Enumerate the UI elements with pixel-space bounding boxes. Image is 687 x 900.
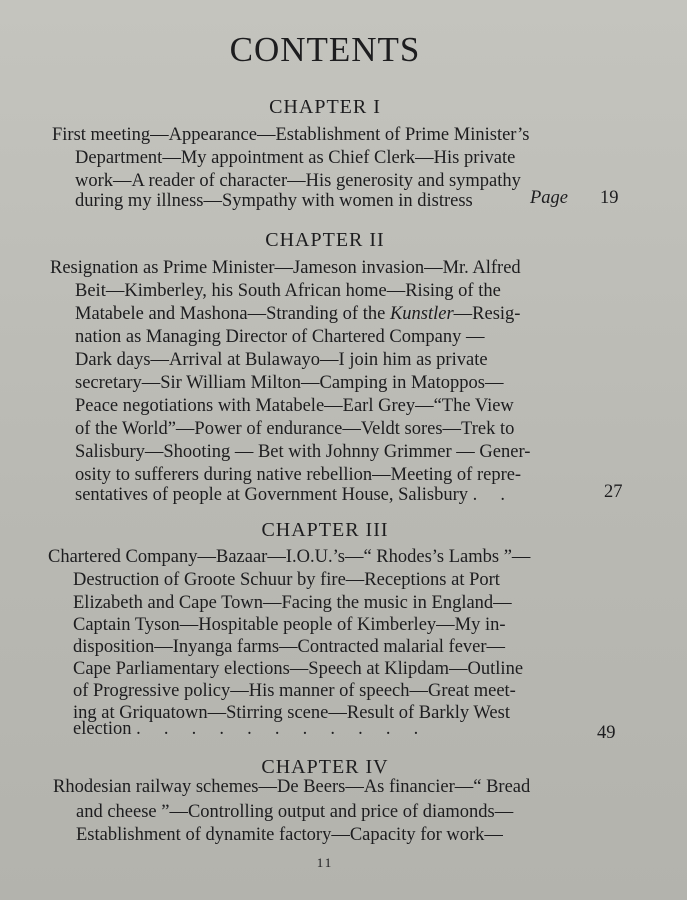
- chapter-summary-line: Chartered Company—Bazaar—I.O.U.’s—“ Rhodes’s Lambs ”—: [48, 547, 531, 567]
- chapter-summary-line: during my illness—Sympathy with women in distress: [75, 191, 473, 211]
- chapter-summary-line: of the World”—Power of endurance—Veldt sores—Trek to: [75, 419, 515, 439]
- chapter-summary-line: sentatives of people at Government House, Salisbury . .: [75, 485, 506, 505]
- chapter-summary-line: Matabele and Mashona—Stranding of the Kunstler—Resig-: [75, 304, 521, 324]
- chapter-summary-line: secretary—Sir William Milton—Camping in Matoppos—: [75, 373, 504, 393]
- chapter-summary-line: Resignation as Prime Minister—Jameson invasion—Mr. Alfred: [50, 258, 521, 278]
- chapter-summary-line: Elizabeth and Cape Town—Facing the music in England—: [73, 593, 512, 613]
- chapter-summary-line: Establishment of dynamite factory—Capacity for work—: [76, 825, 503, 845]
- chapter-summary-line: work—A reader of character—His generosity and sympathy: [75, 171, 521, 191]
- chapter-summary-line: Dark days—Arrival at Bulawayo—I join him as private: [75, 350, 488, 370]
- chapter-summary-line: First meeting—Appearance—Establishment of Prime Minister’s: [52, 125, 530, 145]
- chapter-summary-line: nation as Managing Director of Chartered Company —: [75, 327, 485, 347]
- chapter-heading: CHAPTER IV: [261, 756, 389, 778]
- chapter-summary-line: of Progressive policy—His manner of speech—Great meet-: [73, 681, 516, 701]
- chapter-summary-line: Beit—Kimberley, his South African home—Rising of the: [75, 281, 501, 301]
- chapter-summary-line: Salisbury—Shooting — Bet with Johnny Grimmer — Gener-: [75, 442, 531, 462]
- page-number: 49: [597, 723, 616, 743]
- chapter-summary-line: and cheese ”—Controlling output and price of diamonds—: [76, 802, 514, 822]
- chapter-summary-line: Department—My appointment as Chief Clerk—His private: [75, 148, 516, 168]
- chapter-summary-line: ing at Griquatown—Stirring scene—Result of Barkly West: [73, 703, 510, 723]
- chapter-summary-line: Destruction of Groote Schuur by fire—Receptions at Port: [73, 570, 500, 590]
- page-number: 19: [600, 188, 619, 208]
- page-number: 27: [604, 482, 623, 502]
- folio-page-number: 11: [316, 855, 334, 870]
- chapter-summary-line: Captain Tyson—Hospitable people of Kimberley—My in-: [73, 615, 506, 635]
- chapter-summary-line: Cape Parliamentary elections—Speech at Klipdam—Outline: [73, 659, 524, 679]
- chapter-summary-line: election . . . . . . . . . . .: [73, 719, 419, 739]
- page-label: Page: [530, 188, 569, 208]
- chapter-summary-line: disposition—Inyanga farms—Contracted malarial fever—: [73, 637, 506, 657]
- chapter-heading: CHAPTER III: [261, 519, 389, 541]
- chapter-heading: CHAPTER I: [269, 96, 381, 118]
- chapter-summary-line: Rhodesian railway schemes—De Beers—As financier—“ Bread: [53, 777, 531, 797]
- chapter-summary-line: osity to sufferers during native rebellion—Meeting of repre-: [75, 465, 522, 485]
- chapter-summary-line: Peace negotiations with Matabele—Earl Grey—“The View: [75, 396, 514, 416]
- page-title: CONTENTS: [229, 30, 421, 69]
- chapter-heading: CHAPTER II: [265, 229, 385, 251]
